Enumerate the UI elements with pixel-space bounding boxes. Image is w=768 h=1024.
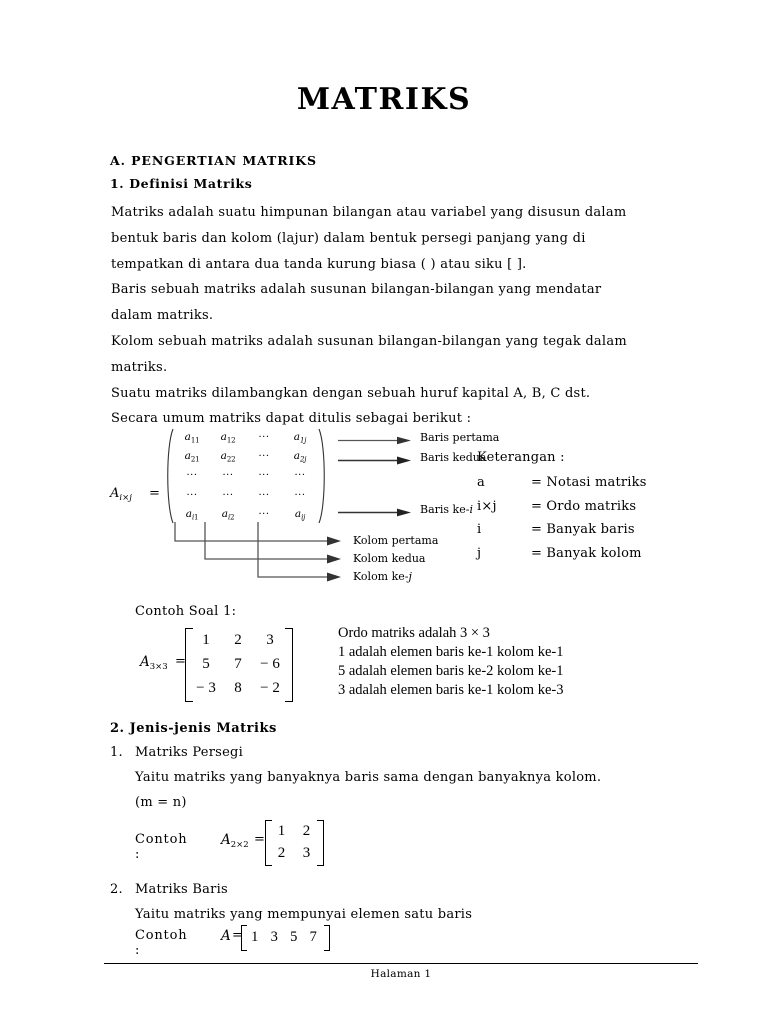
matrix-cell-ellipsis: ··· bbox=[222, 489, 234, 501]
matrix-cell-ellipsis: ··· bbox=[258, 451, 270, 463]
matrix-cell-ellipsis: ··· bbox=[258, 470, 270, 482]
row-arrow-ith bbox=[338, 508, 412, 517]
example2-label-base: A bbox=[221, 832, 231, 848]
matrix-cell: $a_{11}$ bbox=[184, 430, 200, 445]
keterangan-key: j bbox=[477, 545, 482, 561]
matrix-cell-ellipsis: ··· bbox=[258, 432, 270, 444]
matrix-cell-ellipsis: ··· bbox=[258, 508, 270, 520]
example3-matrix-label: A bbox=[221, 928, 231, 944]
matrix-cell: 2 bbox=[302, 822, 311, 839]
keterangan-row bbox=[477, 475, 647, 490]
matrix-cell-ellipsis: ··· bbox=[186, 489, 198, 501]
footer-divider bbox=[104, 963, 698, 964]
matrix-cell: $a_{2j}$ bbox=[293, 450, 307, 464]
contoh-soal-1-notes bbox=[338, 624, 563, 700]
definition-line: Suatu matriks dilambangkan dengan sebuah huruf kapital A, B, C dst. bbox=[111, 385, 591, 401]
column-callout-jth-label: Kolom ke-j bbox=[353, 570, 412, 583]
matrix-cell-ellipsis: ··· bbox=[222, 470, 234, 482]
general-matrix-diagram bbox=[110, 424, 500, 599]
general-matrix-grid bbox=[174, 428, 318, 524]
keterangan-key: i bbox=[477, 522, 482, 537]
matrix-cell: 3 bbox=[266, 631, 274, 648]
example2-label-subscript: 2×2 bbox=[230, 840, 249, 850]
matrix-cell: 1 bbox=[277, 822, 286, 839]
matrix-cell-ellipsis: ··· bbox=[258, 489, 270, 501]
matrix-cell: $a_{i1}$ bbox=[185, 507, 199, 522]
general-matrix-body bbox=[162, 428, 330, 524]
general-matrix-label-subscript: i×j bbox=[119, 493, 132, 503]
matrix-cell: $a_{21}$ bbox=[184, 450, 200, 464]
matrix-cell: 3 bbox=[270, 928, 278, 945]
row-arrow-first-label: Baris pertama bbox=[420, 431, 500, 444]
list-item-description: Yaitu matriks yang banyaknya baris sama dengan banyaknya kolom. bbox=[135, 770, 602, 785]
example2-matrix-label bbox=[221, 832, 249, 850]
section-heading-a1: 1. Definisi Matriks bbox=[110, 176, 253, 191]
contoh-baris-lead: Contoh : bbox=[135, 928, 188, 958]
general-matrix-equals: = bbox=[149, 486, 160, 501]
contoh-soal-1-title: Contoh Soal 1: bbox=[135, 604, 237, 619]
example2-matrix-grid bbox=[269, 820, 319, 864]
definition-line: Matriks adalah suatu himpunan bilangan atau variabel yang disusun dalam bbox=[111, 205, 627, 220]
example3-equals: = bbox=[232, 928, 243, 943]
example1-equals: = bbox=[175, 654, 186, 669]
section-heading-a: A. PENGERTIAN MATRIKS bbox=[110, 153, 317, 168]
keterangan-panel bbox=[477, 450, 647, 569]
column-callout-second-label: Kolom kedua bbox=[353, 552, 426, 565]
matrix-cell: 8 bbox=[234, 679, 242, 696]
example2-equals: = bbox=[254, 832, 265, 847]
matrix-cell: − 6 bbox=[260, 655, 280, 672]
contoh-persegi-lead: Contoh : bbox=[135, 832, 188, 862]
general-matrix-label bbox=[110, 486, 132, 503]
list-item-name: Matriks Persegi bbox=[135, 745, 244, 760]
keterangan-key: a bbox=[477, 475, 485, 490]
row-arrow-first bbox=[338, 436, 412, 445]
example1-matrix-grid bbox=[190, 628, 286, 700]
column-callout-first-label: Kolom pertama bbox=[353, 534, 439, 547]
example1-label-base: A bbox=[140, 654, 150, 670]
right-bracket-icon bbox=[324, 925, 330, 951]
example1-label-subscript: 3×3 bbox=[149, 662, 168, 672]
definition-line: matriks. bbox=[111, 359, 168, 375]
keterangan-key: i×j bbox=[477, 498, 497, 514]
note-line: 3 adalah elemen baris ke-1 kolom ke-3 bbox=[338, 682, 564, 698]
matrix-cell: $a_{i2}$ bbox=[221, 507, 235, 522]
keterangan-row bbox=[477, 522, 647, 537]
note-line: 5 adalah elemen baris ke-2 kolom ke-1 bbox=[338, 663, 564, 679]
definition-line: dalam matriks. bbox=[111, 308, 214, 324]
general-matrix-label-base: A bbox=[110, 486, 120, 501]
footer-page-label: Halaman 1 bbox=[370, 968, 432, 980]
row-arrow-ith-label: Baris ke-i bbox=[420, 503, 473, 516]
right-bracket-icon bbox=[285, 628, 293, 702]
row-index-italic: i bbox=[469, 503, 473, 516]
definition-line: Secara umum matriks dapat ditulis sebagai berikut : bbox=[111, 411, 472, 427]
note-line: Ordo matriks adalah 3 × 3 bbox=[338, 625, 490, 641]
matrix-cell-ellipsis: ··· bbox=[294, 489, 306, 501]
matrix-cell: 2 bbox=[234, 631, 242, 648]
note-line: 1 adalah elemen baris ke-1 kolom ke-1 bbox=[338, 644, 564, 660]
matrix-cell: 5 bbox=[202, 655, 210, 672]
list-number: 1. bbox=[110, 745, 123, 760]
keterangan-value: = Banyak baris bbox=[531, 522, 635, 537]
example1-matrix-label bbox=[140, 654, 168, 672]
row-arrow-second-label: Baris kedua bbox=[420, 451, 487, 464]
keterangan-value: = Banyak kolom bbox=[531, 545, 642, 561]
example3-matrix-grid bbox=[245, 925, 323, 949]
section-heading-a2: 2. Jenis-jenis Matriks bbox=[110, 721, 277, 736]
matrix-cell-ellipsis: ··· bbox=[294, 470, 306, 482]
matrix-cell: 1 bbox=[251, 928, 259, 945]
definition-line: Kolom sebuah matriks adalah susunan bilangan-bilangan yang tegak dalam bbox=[111, 333, 627, 349]
definition-paragraph bbox=[111, 200, 701, 432]
keterangan-title: Keterangan : bbox=[477, 450, 565, 465]
matrix-cell: 5 bbox=[290, 928, 298, 945]
matrix-cell: 3 bbox=[302, 844, 311, 861]
row-arrow-second bbox=[338, 456, 412, 465]
list-item-description: Yaitu matriks yang mempunyai elemen satu baris bbox=[135, 907, 473, 922]
matrix-cell: 1 bbox=[202, 631, 210, 648]
matrix-cell: $a_{22}$ bbox=[220, 450, 236, 464]
list-item-extra: (m = n) bbox=[135, 795, 187, 810]
document-title: MATRIKS bbox=[296, 82, 472, 117]
column-index-italic: j bbox=[408, 570, 412, 583]
matrix-cell: 7 bbox=[309, 928, 317, 945]
keterangan-row bbox=[477, 499, 647, 514]
matrix-cell: $a_{12}$ bbox=[220, 430, 236, 445]
list-number: 2. bbox=[110, 882, 123, 897]
definition-line: bentuk baris dan kolom (lajur) dalam bentuk persegi panjang yang di bbox=[111, 230, 586, 246]
list-item-name: Matriks Baris bbox=[135, 882, 228, 897]
matrix-cell: − 2 bbox=[260, 679, 280, 696]
keterangan-value: = Notasi matriks bbox=[531, 475, 647, 490]
definition-line: Baris sebuah matriks adalah susunan bilangan-bilangan yang mendatar bbox=[111, 282, 602, 298]
matrix-cell-ellipsis: ··· bbox=[186, 470, 198, 482]
matrix-cell: 7 bbox=[234, 655, 242, 672]
matrix-cell: $a_{1j}$ bbox=[293, 430, 307, 445]
matrix-cell: $a_{ij}$ bbox=[294, 507, 306, 522]
matrix-cell: − 3 bbox=[196, 679, 216, 696]
keterangan-value: = Ordo matriks bbox=[531, 498, 637, 514]
definition-line: tempatkan di antara dua tanda kurung biasa ( ) atau siku [ ]. bbox=[111, 256, 527, 272]
matrix-cell: 2 bbox=[277, 844, 286, 861]
keterangan-row bbox=[477, 546, 647, 561]
right-parenthesis-icon bbox=[317, 428, 330, 524]
